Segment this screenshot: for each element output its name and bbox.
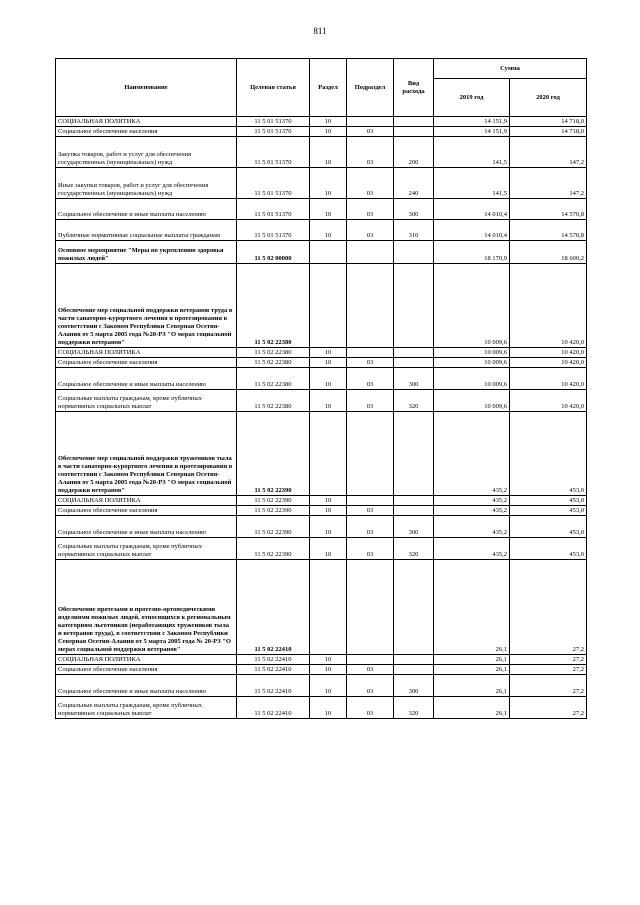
row-section: 10 bbox=[310, 220, 347, 241]
row-sum-2019: 14 010,4 bbox=[434, 199, 510, 220]
row-subsection: 03 bbox=[347, 697, 394, 719]
row-section: 10 bbox=[310, 168, 347, 199]
row-subsection bbox=[347, 264, 394, 348]
header-article: Целевая статья bbox=[237, 59, 310, 117]
row-sum-2019: 435,2 bbox=[434, 506, 510, 516]
row-section: 10 bbox=[310, 655, 347, 665]
row-article: 11 5 02 22410 bbox=[237, 697, 310, 719]
row-expense-type bbox=[394, 655, 434, 665]
row-section: 10 bbox=[310, 506, 347, 516]
row-expense-type: 300 bbox=[394, 368, 434, 390]
table-row bbox=[56, 241, 587, 264]
row-sum-2019: 435,2 bbox=[434, 516, 510, 538]
row-article: 11 5 02 22390 bbox=[237, 412, 310, 496]
row-article: 11 5 01 51370 bbox=[237, 199, 310, 220]
row-article: 11 5 01 51370 bbox=[237, 220, 310, 241]
row-sum-2019: 10 009,6 bbox=[434, 390, 510, 412]
row-section: 10 bbox=[310, 390, 347, 412]
row-sum-2019: 14 151,9 bbox=[434, 117, 510, 127]
row-article: 11 5 02 00000 bbox=[237, 241, 310, 264]
table-row bbox=[56, 168, 587, 199]
row-subsection bbox=[347, 412, 394, 496]
table-row bbox=[56, 496, 587, 506]
row-article: 11 5 02 22390 bbox=[237, 506, 310, 516]
table-row bbox=[56, 390, 587, 412]
row-expense-type: 300 bbox=[394, 516, 434, 538]
row-subsection: 03 bbox=[347, 675, 394, 697]
row-subsection: 03 bbox=[347, 358, 394, 368]
row-name: Социальное обеспечение и иные выплаты населению bbox=[56, 516, 237, 538]
budget-table bbox=[55, 58, 587, 719]
row-article: 11 5 01 51370 bbox=[237, 127, 310, 137]
table-body bbox=[56, 117, 587, 719]
row-sum-2020: 453,0 bbox=[510, 412, 587, 496]
header-2020: 2020 год bbox=[510, 79, 587, 117]
row-subsection: 03 bbox=[347, 127, 394, 137]
row-sum-2019: 435,2 bbox=[434, 412, 510, 496]
row-name: Социальное обеспечение и иные выплаты населению bbox=[56, 368, 237, 390]
row-expense-type: 300 bbox=[394, 199, 434, 220]
row-section: 10 bbox=[310, 348, 347, 358]
table-row bbox=[56, 137, 587, 168]
row-expense-type: 200 bbox=[394, 137, 434, 168]
row-subsection: 03 bbox=[347, 665, 394, 675]
row-article: 11 5 02 22380 bbox=[237, 368, 310, 390]
row-expense-type bbox=[394, 358, 434, 368]
row-article: 11 5 02 22390 bbox=[237, 538, 310, 560]
row-sum-2020: 453,0 bbox=[510, 516, 587, 538]
row-expense-type bbox=[394, 127, 434, 137]
row-name: Социальное обеспечение и иные выплаты населению bbox=[56, 199, 237, 220]
row-section bbox=[310, 412, 347, 496]
row-sum-2020: 27,2 bbox=[510, 665, 587, 675]
table-row bbox=[56, 368, 587, 390]
row-sum-2019: 26,1 bbox=[434, 675, 510, 697]
row-expense-type bbox=[394, 665, 434, 675]
row-subsection bbox=[347, 117, 394, 127]
row-name: Социальные выплаты гражданам, кроме публичных нормативных социальных выплат bbox=[56, 697, 237, 719]
row-sum-2019: 435,2 bbox=[434, 496, 510, 506]
row-expense-type: 310 bbox=[394, 220, 434, 241]
row-subsection: 03 bbox=[347, 137, 394, 168]
row-sum-2020: 10 420,0 bbox=[510, 368, 587, 390]
table-row bbox=[56, 675, 587, 697]
row-name: Социальное обеспечение населения bbox=[56, 127, 237, 137]
row-sum-2020: 14 718,0 bbox=[510, 127, 587, 137]
row-subsection: 03 bbox=[347, 516, 394, 538]
row-name: СОЦИАЛЬНАЯ ПОЛИТИКА bbox=[56, 496, 237, 506]
row-name: Обеспечение мер социальной поддержки тружеников тыла в части санаторно-курортного лечения и протезирования в соответствии с Законом Республики Северная Осетия-Алания от 5 марта 2005 года №20-РЗ "О мерах социальной поддержки ветеранов" bbox=[56, 412, 237, 496]
row-section: 10 bbox=[310, 117, 347, 127]
row-expense-type: 320 bbox=[394, 390, 434, 412]
row-section: 10 bbox=[310, 137, 347, 168]
row-sum-2020: 10 420,0 bbox=[510, 264, 587, 348]
row-name: Обеспечение протезами и протезно-ортопедическими изделиями пожилых людей, относящихся к региональным категориям льготников (неработающих тружеников тыла и ветеранов труда), в соответствии с Законом Республики Северная Осетия-Алания от 5 марта 2005 года № 20-РЗ "О мерах социальной поддержки ветеранов" bbox=[56, 560, 237, 655]
row-sum-2020: 453,0 bbox=[510, 496, 587, 506]
row-subsection bbox=[347, 655, 394, 665]
row-name: Основное мероприятие "Меры по укреплению здоровья пожилых людей" bbox=[56, 241, 237, 264]
row-article: 11 5 02 22380 bbox=[237, 390, 310, 412]
row-sum-2020: 10 420,0 bbox=[510, 390, 587, 412]
row-sum-2020: 18 600,2 bbox=[510, 241, 587, 264]
row-name: СОЦИАЛЬНАЯ ПОЛИТИКА bbox=[56, 655, 237, 665]
row-sum-2019: 10 009,6 bbox=[434, 348, 510, 358]
row-sum-2020: 14 570,8 bbox=[510, 199, 587, 220]
row-section: 10 bbox=[310, 199, 347, 220]
row-article: 11 5 02 22410 bbox=[237, 665, 310, 675]
row-article: 11 5 02 22410 bbox=[237, 655, 310, 665]
row-article: 11 5 02 22380 bbox=[237, 264, 310, 348]
header-sum: Сумма bbox=[434, 59, 587, 79]
header-section: Раздел bbox=[310, 59, 347, 117]
row-sum-2020: 27,2 bbox=[510, 697, 587, 719]
row-section: 10 bbox=[310, 516, 347, 538]
row-subsection bbox=[347, 560, 394, 655]
row-sum-2020: 453,0 bbox=[510, 538, 587, 560]
row-section bbox=[310, 241, 347, 264]
row-expense-type bbox=[394, 241, 434, 264]
row-section: 10 bbox=[310, 496, 347, 506]
table-row bbox=[56, 412, 587, 496]
row-sum-2019: 26,1 bbox=[434, 665, 510, 675]
row-sum-2019: 141,5 bbox=[434, 168, 510, 199]
table-row bbox=[56, 348, 587, 358]
table-row bbox=[56, 655, 587, 665]
row-sum-2020: 14 570,8 bbox=[510, 220, 587, 241]
row-name: Обеспечение мер социальной поддержки ветеранов труда в части санаторно-курортного лечения и протезирования в соответствии с Законом Республики Северная Осетия-Алания от 5 марта 2005 года №20-РЗ "О мерах социальной поддержки ветеранов" bbox=[56, 264, 237, 348]
table-row bbox=[56, 665, 587, 675]
header-expense-type: Вид расхода bbox=[394, 59, 434, 117]
row-section: 10 bbox=[310, 538, 347, 560]
row-section bbox=[310, 264, 347, 348]
row-subsection bbox=[347, 496, 394, 506]
row-name: Закупка товаров, работ и услуг для обеспечения государственных (муниципальных) нужд bbox=[56, 137, 237, 168]
row-article: 11 5 02 22410 bbox=[237, 675, 310, 697]
row-sum-2019: 26,1 bbox=[434, 560, 510, 655]
row-article: 11 5 01 51370 bbox=[237, 117, 310, 127]
row-sum-2019: 14 151,9 bbox=[434, 127, 510, 137]
row-name: СОЦИАЛЬНАЯ ПОЛИТИКА bbox=[56, 117, 237, 127]
table-row bbox=[56, 516, 587, 538]
row-article: 11 5 02 22390 bbox=[237, 496, 310, 506]
row-subsection: 03 bbox=[347, 538, 394, 560]
row-expense-type bbox=[394, 496, 434, 506]
row-subsection: 03 bbox=[347, 220, 394, 241]
row-expense-type bbox=[394, 264, 434, 348]
row-name: Социальное обеспечение населения bbox=[56, 665, 237, 675]
table-row bbox=[56, 220, 587, 241]
table-row bbox=[56, 697, 587, 719]
row-sum-2019: 14 010,4 bbox=[434, 220, 510, 241]
row-sum-2020: 10 420,0 bbox=[510, 348, 587, 358]
row-expense-type: 300 bbox=[394, 675, 434, 697]
row-sum-2019: 18 170,9 bbox=[434, 241, 510, 264]
row-sum-2019: 10 009,6 bbox=[434, 358, 510, 368]
header-2019: 2019 год bbox=[434, 79, 510, 117]
table-row bbox=[56, 538, 587, 560]
row-name: Публичные нормативные социальные выплаты гражданам bbox=[56, 220, 237, 241]
row-section: 10 bbox=[310, 665, 347, 675]
row-sum-2020: 147,2 bbox=[510, 168, 587, 199]
table-row bbox=[56, 117, 587, 127]
row-subsection: 03 bbox=[347, 168, 394, 199]
row-name: Социальное обеспечение населения bbox=[56, 506, 237, 516]
header-name: Наименование bbox=[56, 59, 237, 117]
row-sum-2020: 147,2 bbox=[510, 137, 587, 168]
row-section: 10 bbox=[310, 675, 347, 697]
table-row bbox=[56, 127, 587, 137]
row-name: Социальное обеспечение и иные выплаты населению bbox=[56, 675, 237, 697]
row-subsection: 03 bbox=[347, 506, 394, 516]
row-subsection: 03 bbox=[347, 368, 394, 390]
table-row bbox=[56, 264, 587, 348]
row-sum-2019: 141,5 bbox=[434, 137, 510, 168]
row-expense-type: 240 bbox=[394, 168, 434, 199]
row-section: 10 bbox=[310, 697, 347, 719]
row-subsection: 03 bbox=[347, 390, 394, 412]
row-article: 11 5 01 51370 bbox=[237, 168, 310, 199]
row-expense-type: 320 bbox=[394, 538, 434, 560]
row-name: СОЦИАЛЬНАЯ ПОЛИТИКА bbox=[56, 348, 237, 358]
row-section: 10 bbox=[310, 358, 347, 368]
row-sum-2020: 453,0 bbox=[510, 506, 587, 516]
row-expense-type bbox=[394, 560, 434, 655]
row-name: Социальные выплаты гражданам, кроме публичных нормативных социальных выплат bbox=[56, 538, 237, 560]
row-article: 11 5 02 22390 bbox=[237, 516, 310, 538]
table-row bbox=[56, 199, 587, 220]
row-subsection: 03 bbox=[347, 199, 394, 220]
row-section: 10 bbox=[310, 368, 347, 390]
row-article: 11 5 02 22380 bbox=[237, 358, 310, 368]
page-number: 811 bbox=[313, 26, 327, 36]
row-sum-2020: 14 718,0 bbox=[510, 117, 587, 127]
row-subsection bbox=[347, 241, 394, 264]
row-expense-type bbox=[394, 117, 434, 127]
row-sum-2019: 26,1 bbox=[434, 655, 510, 665]
row-article: 11 5 02 22410 bbox=[237, 560, 310, 655]
row-expense-type bbox=[394, 506, 434, 516]
row-section: 10 bbox=[310, 127, 347, 137]
row-sum-2020: 27,2 bbox=[510, 675, 587, 697]
row-expense-type: 320 bbox=[394, 697, 434, 719]
row-subsection bbox=[347, 348, 394, 358]
table-row bbox=[56, 560, 587, 655]
row-sum-2020: 27,2 bbox=[510, 655, 587, 665]
row-sum-2020: 27,2 bbox=[510, 560, 587, 655]
row-sum-2019: 435,2 bbox=[434, 538, 510, 560]
row-article: 11 5 02 22380 bbox=[237, 348, 310, 358]
header-subsection: Подраздел bbox=[347, 59, 394, 117]
row-sum-2019: 10 009,6 bbox=[434, 264, 510, 348]
row-section bbox=[310, 560, 347, 655]
row-name: Иные закупки товаров, работ и услуг для обеспечения государственных (муниципальных) нужд bbox=[56, 168, 237, 199]
row-article: 11 5 01 51370 bbox=[237, 137, 310, 168]
table-row bbox=[56, 506, 587, 516]
table-row bbox=[56, 358, 587, 368]
row-expense-type bbox=[394, 412, 434, 496]
row-sum-2020: 10 420,0 bbox=[510, 358, 587, 368]
row-name: Социальные выплаты гражданам, кроме публичных нормативных социальных выплат bbox=[56, 390, 237, 412]
row-sum-2019: 10 009,6 bbox=[434, 368, 510, 390]
row-expense-type bbox=[394, 348, 434, 358]
row-sum-2019: 26,1 bbox=[434, 697, 510, 719]
row-name: Социальное обеспечение населения bbox=[56, 358, 237, 368]
